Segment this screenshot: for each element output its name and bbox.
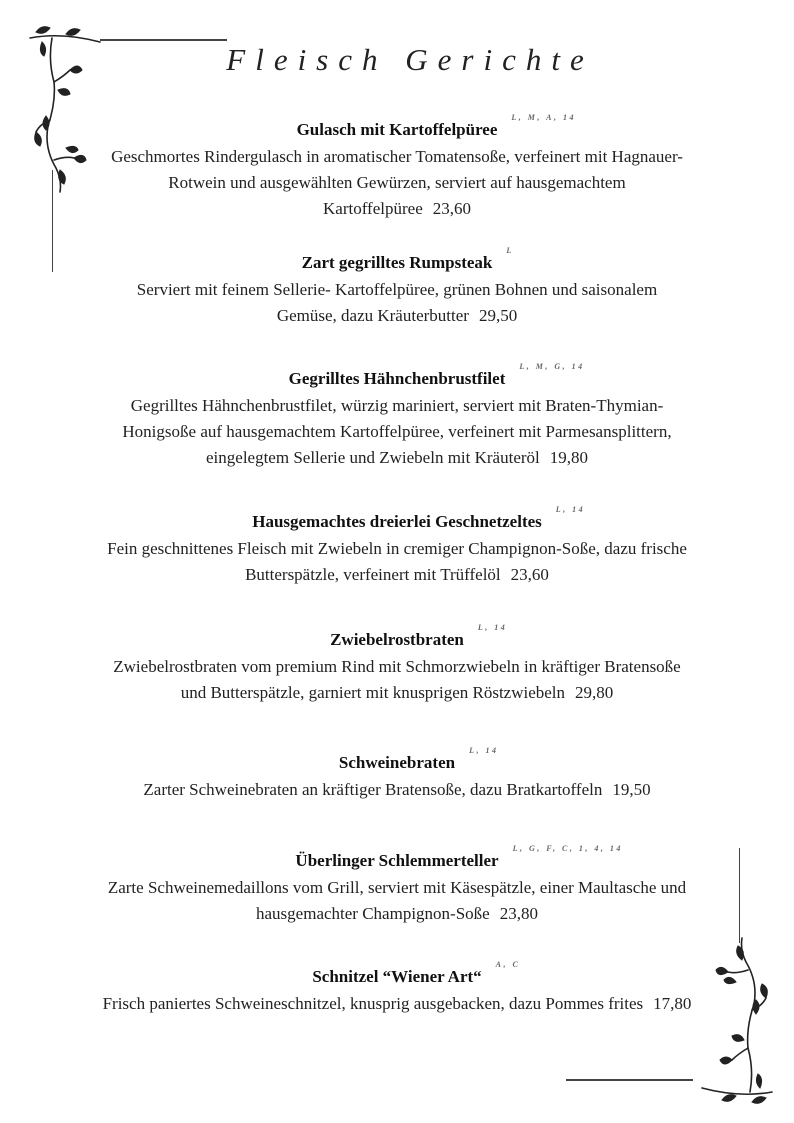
dish-name-text: Überlinger Schlemmerteller bbox=[295, 851, 499, 870]
allergen-codes: L, 14 bbox=[555, 505, 586, 514]
description-text: Geschmortes Rindergulasch in aromatischer Tomatensoße, verfeinert mit Hagnauer-Rotwein und ausgewählten Gewürzen, serviert auf hausgemachtem Kartoffelpüree bbox=[111, 147, 683, 218]
dish-name-text: Gulasch mit Kartoffelpüree bbox=[296, 120, 498, 139]
allergen-codes: L, G, F, C, 1, 4, 14 bbox=[512, 844, 623, 853]
description-text: Zwiebelrostbraten vom premium Rind mit Schmorzwiebeln in kräftiger Bratensoße und Butterspätzle, garniert mit knusprigen Röstzwiebeln bbox=[113, 657, 681, 702]
dish-name bbox=[338, 746, 499, 773]
leaf-vine-icon bbox=[680, 925, 780, 1110]
dish-description bbox=[97, 393, 697, 471]
dish-name bbox=[312, 960, 521, 987]
allergen-codes: L, 14 bbox=[477, 623, 508, 632]
dish-price: 23,80 bbox=[499, 904, 538, 923]
dish-item bbox=[0, 362, 794, 471]
dish-description bbox=[37, 991, 757, 1017]
dish-item bbox=[0, 844, 794, 927]
dish-name bbox=[295, 844, 623, 871]
allergen-codes: L, M, G, 14 bbox=[519, 362, 585, 371]
dish-price: 19,80 bbox=[549, 448, 588, 467]
allergen-codes: L, 14 bbox=[469, 746, 499, 755]
dish-name bbox=[296, 113, 576, 140]
dish-description bbox=[77, 875, 717, 927]
dish-item bbox=[0, 746, 794, 803]
dish-name-text: Zwiebelrostbraten bbox=[330, 630, 464, 649]
dish-description bbox=[107, 654, 687, 706]
allergen-codes: L bbox=[506, 246, 514, 255]
dish-name-text: Gegrilltes Hähnchenbrustfilet bbox=[288, 369, 506, 388]
dish-price: 19,50 bbox=[612, 780, 651, 799]
dish-name-text: Hausgemachtes dreierlei Geschnetzeltes bbox=[252, 512, 542, 531]
dish-price: 29,80 bbox=[575, 683, 614, 702]
dish-name bbox=[288, 362, 585, 389]
allergen-codes: L, M, A, 14 bbox=[511, 113, 576, 122]
dish-name bbox=[252, 505, 586, 532]
dish-description bbox=[107, 277, 687, 329]
dish-item bbox=[0, 623, 794, 706]
dish-item bbox=[0, 246, 794, 329]
dish-name-text: Zart gegrilltes Rumpsteak bbox=[301, 253, 493, 272]
page-title: Fleisch Gerichte bbox=[226, 42, 594, 77]
description-text: Frisch paniertes Schweineschnitzel, knusprig ausgebacken, dazu Pommes frites bbox=[102, 994, 644, 1013]
dish-description bbox=[77, 777, 717, 803]
dish-name-text: Schnitzel “Wiener Art“ bbox=[312, 967, 482, 986]
dish-name-text: Schweinebraten bbox=[338, 753, 456, 772]
description-text: Zarter Schweinebraten an kräftiger Bratensoße, dazu Bratkartoffeln bbox=[143, 780, 603, 799]
allergen-codes: A, C bbox=[495, 960, 521, 969]
dish-item bbox=[0, 113, 794, 222]
dish-price: 23,60 bbox=[510, 565, 549, 584]
description-text: Zarte Schweinemedaillons vom Grill, serviert mit Käsespätzle, einer Maultasche und hausgemachter Champignon-Soße bbox=[107, 878, 687, 923]
description-text: Fein geschnittenes Fleisch mit Zwiebeln in cremiger Champignon-Soße, dazu frische Butterspätzle, verfeinert mit Trüffelöl bbox=[107, 539, 687, 584]
bottom-rule bbox=[566, 1079, 693, 1081]
dish-price: 29,50 bbox=[478, 306, 518, 325]
dish-price: 17,80 bbox=[653, 994, 692, 1013]
description-text: Gegrilltes Hähnchenbrustfilet, würzig mariniert, serviert mit Braten-Thymian-Honigsoße auf hausgemachtem Kartoffelpüree, verfeinert mit Parmesansplittern, eingelegtem Sellerie und Zwiebeln mit Kräuteröl bbox=[122, 396, 672, 467]
dish-name bbox=[330, 623, 508, 650]
description-text: Serviert mit feinem Sellerie- Kartoffelpüree, grünen Bohnen und saisonalem Gemüse, dazu Kräuterbutter bbox=[136, 280, 658, 325]
dish-price: 23,60 bbox=[432, 199, 471, 218]
dish-description bbox=[82, 536, 712, 588]
dish-description bbox=[107, 144, 687, 222]
dish-item bbox=[0, 960, 794, 1017]
dish-name bbox=[301, 246, 514, 273]
dish-item bbox=[0, 505, 794, 588]
